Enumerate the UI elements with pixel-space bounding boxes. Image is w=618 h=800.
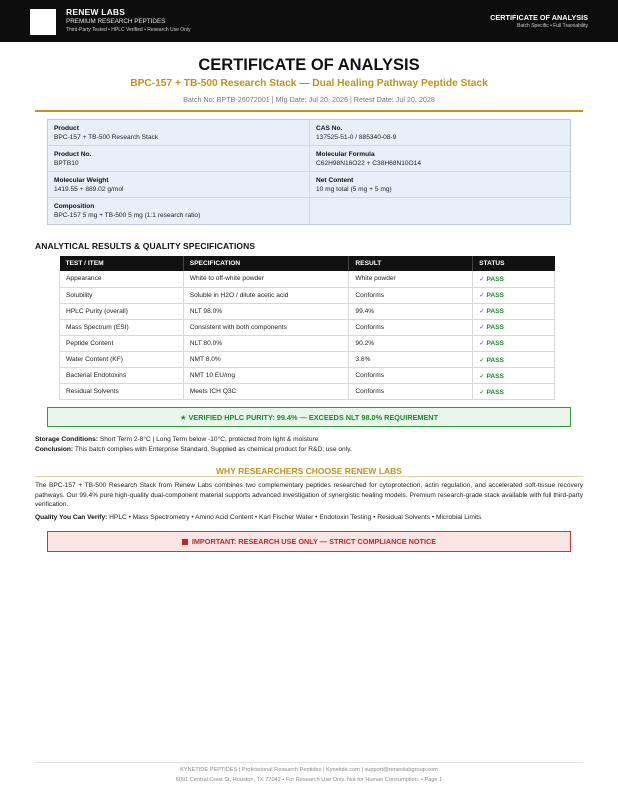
specification: Soluble in H2O / dilute acetic acid — [183, 287, 349, 303]
quality-line — [35, 514, 583, 521]
table-row — [60, 287, 555, 303]
specification: Meets ICH Q3C — [183, 384, 349, 400]
column-header: RESULT — [349, 256, 473, 271]
test-item: HPLC Purity (overall) — [60, 303, 184, 319]
result: Conforms — [349, 368, 473, 384]
why-divider — [35, 476, 583, 477]
info-cell-cas — [310, 120, 572, 146]
brand-logo — [30, 9, 56, 35]
product-subtitle: BPC-157 + TB-500 Research Stack — Dual Healing Pathway Peptide Stack — [130, 78, 488, 89]
info-cell-net-content — [310, 172, 572, 198]
storage-block — [35, 435, 583, 454]
doc-type-title: CERTIFICATE OF ANALYSIS — [490, 13, 588, 22]
info-label: Molecular Weight — [54, 177, 109, 184]
column-header: SPECIFICATION — [183, 256, 349, 271]
info-cell-weight — [48, 172, 310, 198]
test-item: Water Content (KF) — [60, 351, 184, 367]
table-row — [60, 271, 555, 287]
info-cell-product — [48, 120, 310, 146]
status-badge: ✓ PASS — [473, 271, 555, 287]
info-cell-formula — [310, 146, 572, 172]
info-value: BPTB10 — [54, 160, 79, 167]
result: Conforms — [349, 384, 473, 400]
info-cell-product-no — [48, 146, 310, 172]
specification: NMT 8.0% — [183, 351, 349, 367]
results-table — [59, 256, 555, 400]
column-header: STATUS — [473, 256, 555, 271]
status-badge: ✓ PASS — [473, 303, 555, 319]
quality-text: HPLC • Mass Spectrometry • Amino Acid Content • Karl Fischer Water • Endotoxin Testing • Residual Solvents • Microbial Limits — [109, 514, 482, 521]
test-item: Peptide Content — [60, 335, 184, 351]
test-item: Mass Spectrum (ESI) — [60, 319, 184, 335]
table-row — [60, 351, 555, 367]
result: Conforms — [349, 319, 473, 335]
conclusion-text: This batch complies with Enterprise Standard. Supplied as chemical product for R&D; use only. — [74, 445, 352, 453]
result: 3.6% — [349, 351, 473, 367]
info-value: BPC-157 + TB-500 Research Stack — [54, 134, 159, 141]
status-badge: ✓ PASS — [473, 319, 555, 335]
status-badge: ✓ PASS — [473, 368, 555, 384]
info-label: Net Content — [316, 177, 354, 184]
specification: Consistent with both components — [183, 319, 349, 335]
important-notice-banner — [47, 531, 571, 552]
table-row — [60, 335, 555, 351]
result: 90.2% — [349, 335, 473, 351]
status-badge: ✓ PASS — [473, 384, 555, 400]
important-notice-text: IMPORTANT: RESEARCH USE ONLY — STRICT COMPLIANCE NOTICE — [191, 537, 437, 546]
conclusion-line — [35, 445, 583, 455]
info-value: 137525-51-0 / 885340-08-9 — [316, 134, 397, 141]
test-item: Appearance — [60, 271, 184, 287]
table-row — [60, 368, 555, 384]
specification: White to off-white powder — [183, 271, 349, 287]
specification: NMT 10 EU/mg — [183, 368, 349, 384]
storage-text: Short Term 2-8°C | Long Term below -10°C, protected from light & moisture — [99, 436, 319, 443]
brand-block — [66, 7, 191, 34]
footer-line-2: 6091 Central Crest St, Houston, TX 77042 • For Research Use Only. Not for Human Consumption. • Page 1 — [175, 777, 443, 783]
table-row — [60, 319, 555, 335]
warning-square-icon — [182, 539, 188, 545]
footer-line-1: KYNETIDE PEPTIDES | Professional Research Peptides | Kynetide.com | support@renewlabgroup.com — [180, 767, 438, 773]
verified-purity-banner: ★ VERIFIED HPLC PURITY: 99.4% — EXCEEDS NLT 98.0% REQUIREMENT — [47, 407, 571, 427]
page-title: CERTIFICATE OF ANALYSIS — [198, 56, 420, 74]
info-label: Molecular Formula — [316, 151, 375, 158]
doc-type-block — [490, 13, 588, 30]
info-value: 10 mg total (5 mg + 5 mg) — [316, 186, 392, 193]
result: 99.4% — [349, 303, 473, 319]
info-value: C62H98N16O22 + C38H68N10O14 — [316, 160, 422, 167]
specification: NLT 80.0% — [183, 335, 349, 351]
why-heading: WHY RESEARCHERS CHOOSE RENEW LABS — [216, 466, 402, 476]
storage-label: Storage Conditions: — [35, 436, 99, 443]
info-label: Composition — [54, 203, 95, 210]
product-info-box — [47, 119, 571, 225]
status-badge: ✓ PASS — [473, 287, 555, 303]
title-divider — [35, 110, 583, 112]
test-item: Residual Solvents — [60, 384, 184, 400]
test-item: Solubility — [60, 287, 184, 303]
quality-label: Quality You Can Verify: — [35, 514, 108, 521]
doc-type-subtitle: Batch Specific • Full Traceability — [517, 23, 588, 29]
brand-subtitle: PREMIUM RESEARCH PEPTIDES — [66, 18, 166, 25]
result: White powder — [349, 271, 473, 287]
info-cell-composition — [48, 198, 310, 224]
conclusion-label: Conclusion: — [35, 445, 74, 453]
footer-divider — [35, 762, 583, 763]
status-badge: ✓ PASS — [473, 351, 555, 367]
info-label: CAS No. — [316, 125, 343, 132]
column-header: TEST / ITEM — [60, 256, 184, 271]
info-cell-empty — [310, 198, 572, 224]
table-row — [60, 303, 555, 319]
brand-tags: Third-Party Tested • HPLC Verified • Research Use Only — [66, 26, 191, 33]
result: Conforms — [349, 287, 473, 303]
top-header-bar — [0, 0, 618, 42]
table-row — [60, 384, 555, 400]
brand-name: RENEW LABS — [66, 7, 126, 17]
batch-line: Batch No: BPTB-26072001 | Mfg Date: Jul 20, 2026 | Retest Date: Jul 20, 2028 — [183, 95, 435, 104]
info-label: Product No. — [54, 151, 92, 158]
results-heading: ANALYTICAL RESULTS & QUALITY SPECIFICATIONS — [35, 241, 256, 251]
why-paragraph: The BPC-157 + TB-500 Research Stack from Renew Labs combines two complementary peptides researched for cytoprotection, actin regulation, and accelerated soft-tissue recovery pathways. Our 99.4% pure high-quality dual-component material supports advanced investigation of synergistic healing models. Premium research-grade stack available with full third-party verification. — [35, 482, 583, 508]
results-header-row — [60, 256, 555, 271]
info-label: Product — [54, 125, 79, 132]
info-value: BPC-157 5 mg + TB-500 5 mg (1:1 research ratio) — [54, 212, 201, 219]
test-item: Bacterial Endotoxins — [60, 368, 184, 384]
status-badge: ✓ PASS — [473, 335, 555, 351]
specification: NLT 98.0% — [183, 303, 349, 319]
storage-line — [35, 435, 583, 445]
info-value: 1419.55 + 889.02 g/mol — [54, 186, 124, 193]
